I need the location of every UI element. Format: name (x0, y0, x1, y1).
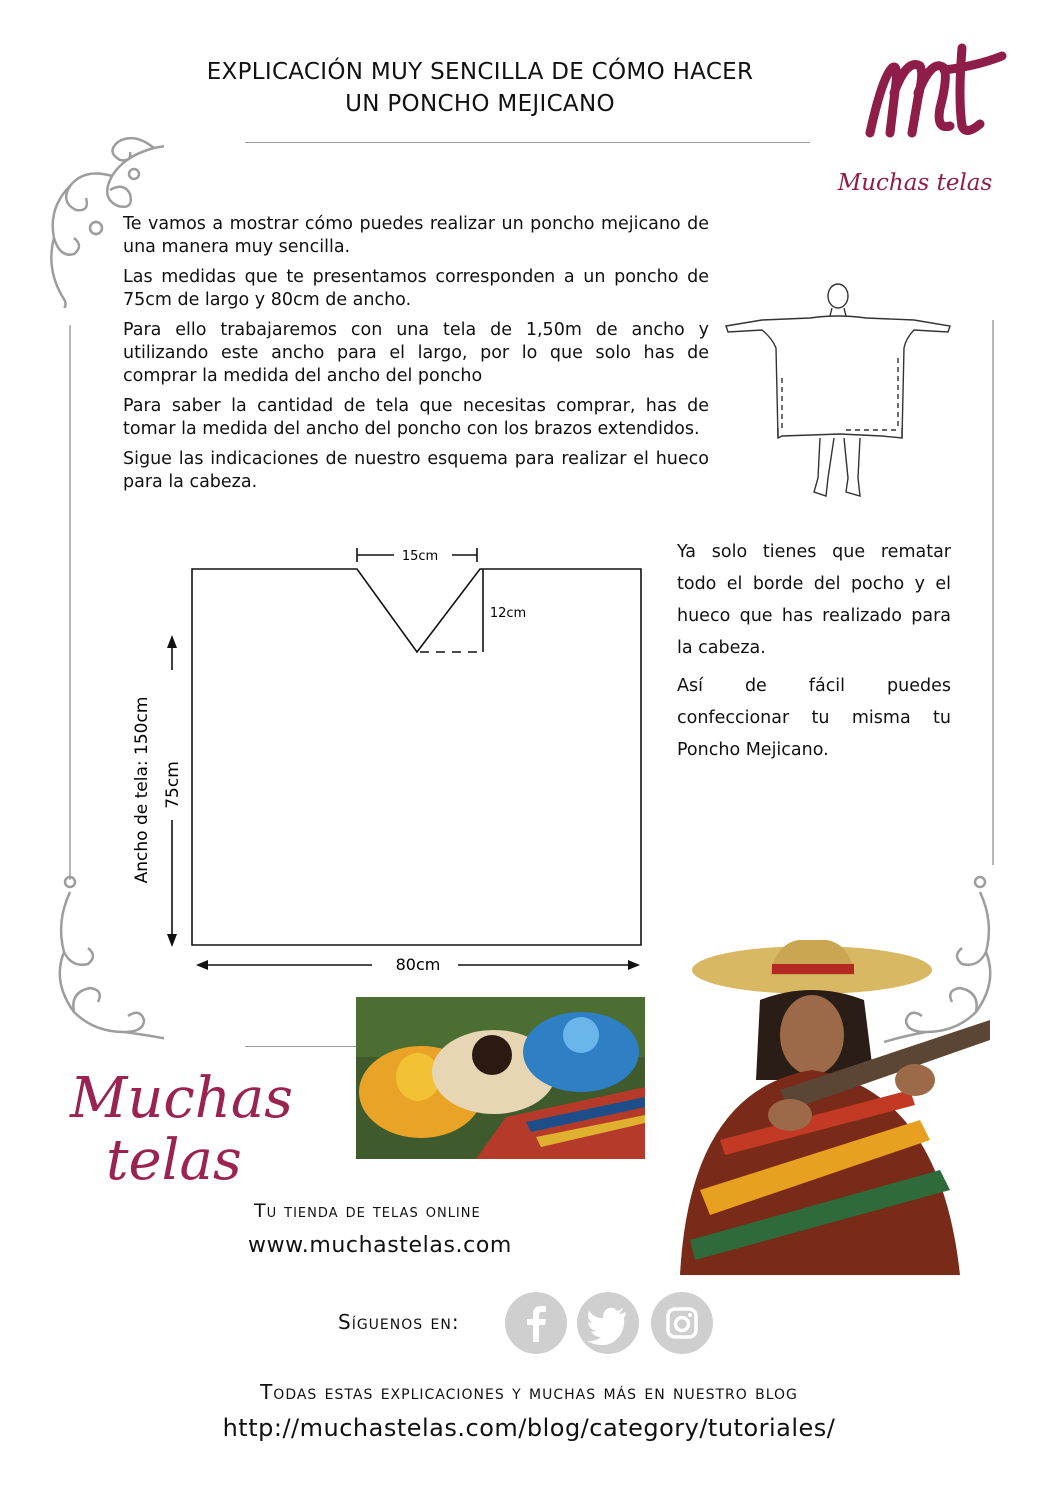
blog-url-link[interactable]: http://muchastelas.com/blog/category/tutoriales/ (222, 1414, 836, 1442)
twitter-icon[interactable] (577, 1292, 639, 1354)
intro-paragraph: Para ello trabajaremos con una tela de 1,50m de ancho y utilizando este ancho para el largo, por lo que solo has de comprar la medida del ancho del poncho (123, 320, 709, 386)
website-link[interactable]: www.muchastelas.com (248, 1233, 512, 1258)
intro-paragraph: Las medidas que te presentamos corresponden a un poncho de 75cm de largo y 80cm de ancho. (123, 267, 709, 310)
blog-line: Todas estas explicaciones y muchas más en nuestro blog (260, 1380, 798, 1404)
neck-width-label: 15cm (401, 549, 439, 564)
title-divider (245, 142, 810, 143)
poncho-pattern-diagram (120, 540, 660, 980)
title-line-2: UN PONCHO MEJICANO (345, 91, 615, 117)
footer-brand (70, 1068, 350, 1192)
follow-label: Síguenos en: (338, 1310, 460, 1334)
facebook-icon[interactable] (505, 1292, 567, 1354)
right-border-line (992, 320, 994, 865)
finish-paragraph: Ya solo tienes que rematar todo el borde del pocho y el hueco que has realizado para la cabeza. (677, 542, 951, 658)
neck-depth-label: 12cm (489, 606, 527, 621)
intro-paragraph: Te vamos a mostrar cómo puedes realizar un poncho mejicano de una manera muy sencilla. (123, 214, 709, 257)
width-label: 80cm (395, 955, 441, 974)
intro-paragraph: Para saber la cantidad de tela que necesitas comprar, has de tomar la medida del ancho del poncho con los brazos extendidos. (123, 396, 709, 439)
instagram-icon[interactable] (651, 1292, 713, 1354)
finish-paragraph: Así de fácil puedes confeccionar tu misma tu Poncho Mejicano. (677, 676, 951, 760)
intro-text (123, 213, 709, 501)
muchas-telas-logo (862, 38, 1010, 153)
left-border-line (69, 325, 71, 880)
tagline: Tu tienda de telas online (254, 1200, 481, 1222)
brand-line-2: telas (106, 1128, 242, 1193)
title-line-1: EXPLICACIÓN MUY SENCILLA DE CÓMO HACER (206, 59, 754, 85)
sombreros-photo (356, 997, 645, 1159)
mexican-man-illustration (660, 940, 990, 1275)
logo-name: Muchas telas (837, 170, 993, 196)
poncho-person-illustration (722, 278, 954, 508)
page-title (100, 56, 860, 120)
intro-paragraph: Sigue las indicaciones de nuestro esquema para realizar el hueco para la cabeza. (123, 449, 709, 492)
finish-text (677, 536, 951, 772)
bottom-divider-left (245, 1046, 357, 1047)
fabric-width-label: Ancho de tela: 150cm (132, 696, 152, 884)
length-label: 75cm (163, 761, 183, 809)
brand-line-1: Muchas (70, 1066, 293, 1131)
